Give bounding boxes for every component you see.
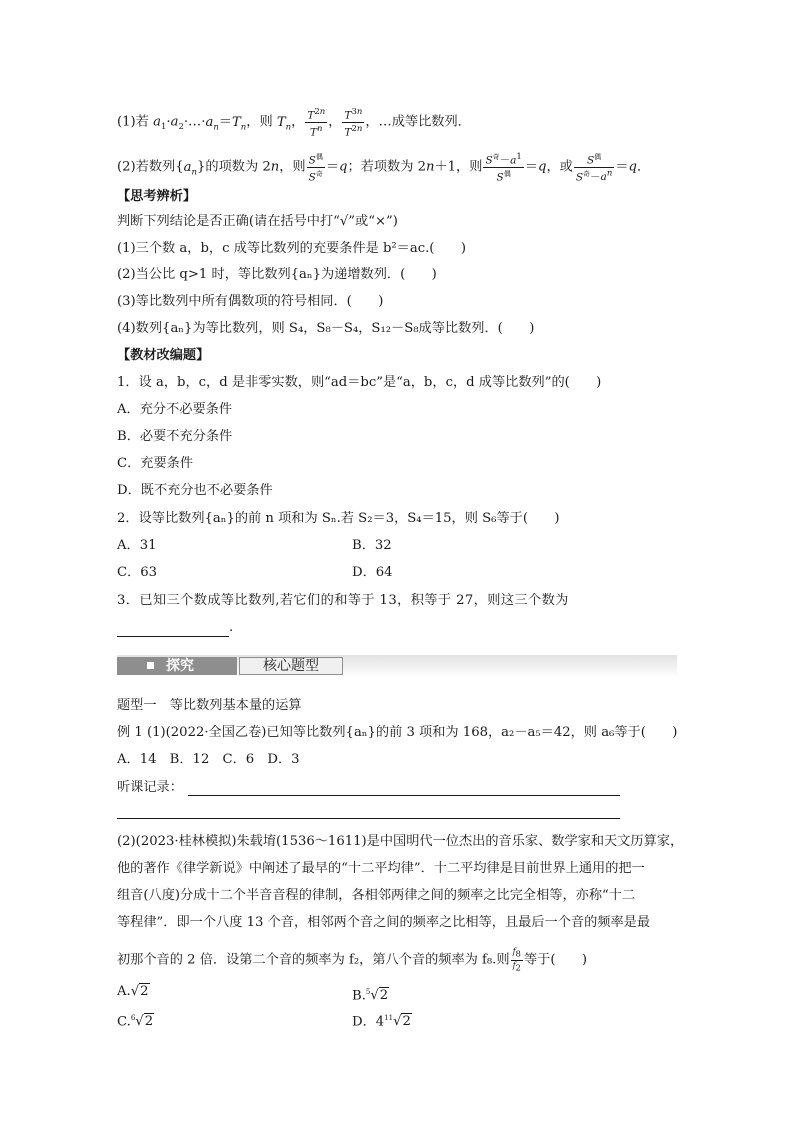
q2-option-b: B．32 — [352, 538, 392, 553]
example-2-line-2: 他的著作《律学新说》中阐述了最早的“十二平均律”．十二平均律是目前世界上通用的把一 — [117, 861, 645, 876]
example-2-line-4: 等程律”．即一个八度 13 个音，相邻两个音之间的频率之比相等，且最后一个音的频率是最 — [117, 915, 651, 930]
example-1-options: A．14 B．12 C．6 D．3 — [117, 752, 300, 767]
example-1-part-1: 例 1 (1)(2022·全国乙卷)已知等比数列{aₙ}的前 3 项和为 168，a₂－a₅＝42，则 a₆等于( ) — [117, 725, 678, 740]
textbook-heading: 【教材改编题】 — [117, 348, 210, 363]
q1-option-a: A．充分不必要条件 — [117, 402, 233, 417]
notes-label: 听课记录： — [117, 780, 183, 795]
note-1: (1)若 $a_1\cdot a_2\cdot\dots\cdot a_n=T_n$，则 $T_n$， $\frac{T^{2n}}{T^n}$ ， $\frac{T^{3n}}{T^{2n}}$ ，…成等比数列． — [117, 107, 471, 138]
note-2-eq1: ＝ — [325, 159, 339, 175]
example-2-line-3: 组音(八度)分成十二个半音音程的律制，各相邻两律之间的频率之比完全相等，亦称“十二 — [117, 888, 636, 903]
think-item-4: (4)数列{aₙ}为等比数列，则 S₄，S₈－S₄，S₁₂－S₈成等比数列．( ) — [117, 321, 535, 336]
example-2-line-5a: 初那个音的 2 倍．设第二个音的频率为 f₂，第八个音的频率为 f₈.则 — [117, 952, 510, 968]
q2-option-c: C．63 — [117, 565, 158, 580]
ex2-option-d-label: D．4 — [352, 1014, 385, 1030]
section-banner — [117, 655, 677, 677]
q3-answer — [117, 619, 233, 637]
note-2: (2)若数列$\{a_n\}$的项数为 2n，则 $\frac{S^偶}{S^奇}$ ＝q；若项数为 2n＋1，则 $\frac{S^奇-a^1}{S^偶}$ ＝q，或 $\frac{S^偶}{S^奇-a^n}$ ＝q． — [117, 152, 651, 183]
note-2-eq2: ＝ — [524, 159, 539, 175]
note-1-mid: ，则 — [246, 114, 277, 130]
note-2-mid2: ，则 — [279, 159, 306, 175]
think-item-1: (1)三个数 a，b，c 成等比数列的充要条件是 b²＝ac.( ) — [117, 241, 466, 256]
note-2-mid3: ；若项数为 2 — [347, 159, 426, 175]
ex2-option-b-label: B. — [352, 988, 366, 1004]
q2-option-a: A．31 — [117, 538, 157, 553]
ex2-option-a: A.√2 — [117, 984, 149, 999]
q2-option-d: D．64 — [352, 565, 393, 580]
ex2-option-c-label: C. — [117, 1014, 131, 1030]
note-1-lead: (1)若 — [117, 114, 154, 130]
q3-end: . — [229, 620, 234, 635]
note-2-lead: (2)若数列{ — [117, 159, 184, 175]
square-bullet-icon — [147, 662, 154, 669]
ex2-option-a-label: A. — [117, 984, 131, 999]
note-1-tail: ，…成等比数列． — [365, 114, 471, 130]
notes-line-2[interactable] — [117, 818, 620, 819]
type1-title: 题型一 等比数列基本量的运算 — [117, 698, 302, 713]
ex2-option-c: C.$^6$√2 — [117, 1014, 154, 1030]
q1-option-c: C．充要条件 — [117, 456, 194, 471]
notes-line-1[interactable] — [188, 795, 620, 796]
q1-option-d: D．既不充分也不必要条件 — [117, 483, 273, 498]
example-2-line-5: 初那个音的 2 倍．设第二个音的频率为 f₂，第八个音的频率为 f₈.则 $\frac{f_8}{f_2}$ 等于( ) — [117, 947, 587, 974]
ex2-option-d: D．$4^{11}√2$ — [352, 1014, 411, 1030]
q3-answer-blank[interactable] — [117, 620, 229, 637]
note-2-mid4: ＋1，则 — [434, 159, 483, 175]
example-2-line-1: (2)(2023·桂林模拟)朱载堉(1536～1611)是中国明代一位杰出的音乐家、数学家和天文历算家， — [117, 834, 684, 849]
section-tag-explore — [117, 657, 237, 675]
note-2-mid: }的项数为 2 — [197, 159, 271, 175]
section-tag-core: 核心题型 — [239, 657, 343, 675]
note-2-eq3: ＝ — [615, 159, 629, 175]
example-2-line-5b: 等于( ) — [523, 952, 587, 968]
note-2-or: ，或 — [546, 159, 573, 175]
think-intro: 判断下列结论是否正确(请在括号中打“√”或“×”) — [117, 214, 398, 229]
ex2-option-b: B.$^5$√2 — [352, 988, 389, 1004]
think-item-3: (3)等比数列中所有偶数项的符号相同．( ) — [117, 294, 384, 309]
note-2-end: ． — [636, 159, 651, 175]
textbook-q2: 2．设等比数列{aₙ}的前 n 项和为 Sₙ.若 S₂＝3，S₄＝15，则 S₆等于( ) — [117, 511, 560, 526]
textbook-q3: 3．已知三个数成等比数列,若它们的和等于 13，积等于 27，则这三个数为 — [117, 593, 569, 608]
q1-option-b: B．必要不充分条件 — [117, 429, 233, 444]
section-tag-explore-label: 探究 — [166, 658, 194, 674]
think-heading: 【思考辨析】 — [117, 189, 197, 204]
textbook-q1: 1．设 a，b，c，d 是非零实数，则“ad＝bc”是“a，b，c，d 成等比数列”的( ) — [117, 375, 602, 390]
think-item-2: (2)当公比 q>1 时，等比数列{aₙ}为递增数列．( ) — [117, 267, 437, 282]
